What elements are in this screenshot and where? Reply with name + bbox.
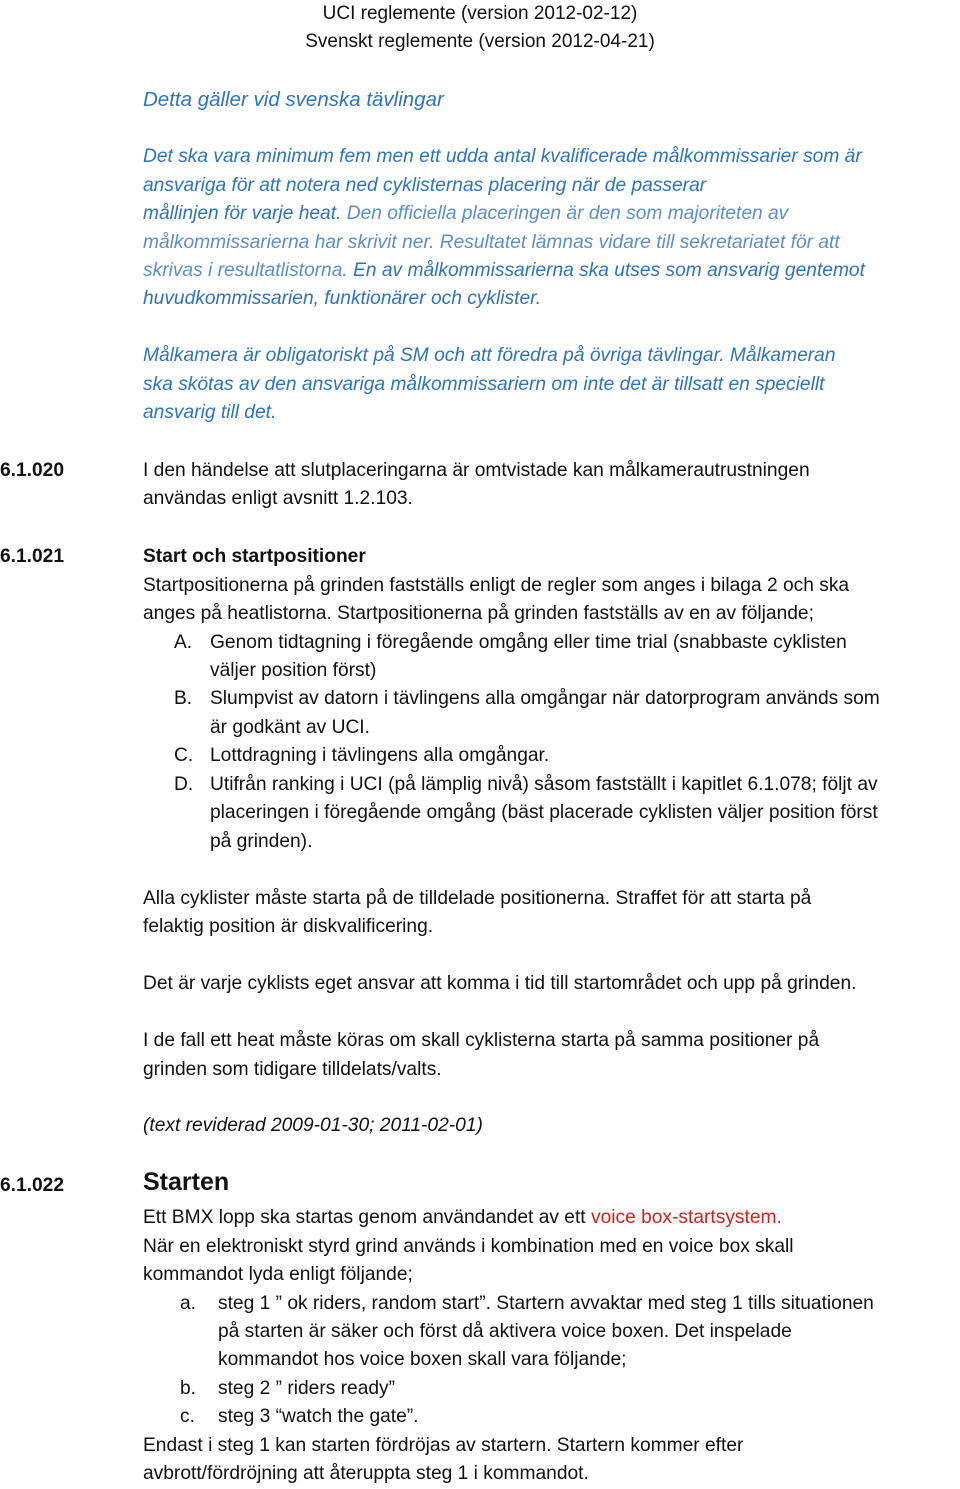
swedish-note-line: mållinjen för varje heat. Den officiella placeringen är den som majoriteten av [143, 203, 789, 224]
section-text-line: Endast i steg 1 kan starten fördröjas av startern. Startern kommer efter [143, 1435, 744, 1456]
swedish-note-heading: Detta gäller vid svenska tävlingar [143, 88, 444, 111]
voice-box-term: voice box-startsystem. [590, 1207, 782, 1228]
section-text-line: Startpositionerna på grinden fastställs enligt de regler som anges i bilaga 2 och ska [143, 575, 850, 596]
section-text-line: I den händelse att slutplaceringarna är omtvistade kan målkamerautrustningen [143, 460, 810, 481]
list-label: B. [174, 688, 193, 709]
header-swedish-version: Svenskt reglemente (version 2012-04-21) [305, 31, 655, 52]
section-title: Start och startpositioner [143, 546, 366, 567]
swedish-note-line: ansvariga för att notera ned cyklisternas placering när de passerar [143, 175, 707, 196]
list-item: kommandot hos voice boxen skall vara följande; [218, 1349, 627, 1370]
section-text-line: Alla cyklister måste starta på de tilldelade positionerna. Straffet för att starta på [143, 888, 812, 909]
section-text-line: Det är varje cyklists eget ansvar att komma i tid till startområdet och upp på grinden. [143, 973, 857, 994]
list-label: c. [180, 1406, 195, 1427]
section-number-6-1-021: 6.1.021 [0, 546, 65, 567]
swedish-note-line: ska skötas av den ansvariga målkommissariern om inte det är tillsatt en speciellt [143, 374, 825, 395]
swedish-note-line: huvudkommissarien, funktionärer och cyklister. [143, 288, 542, 309]
swedish-note-line: målkommissarierna har skrivit ner. Resultatet lämnas vidare till sekretariatet för att [143, 232, 840, 253]
list-label: C. [174, 745, 194, 766]
swedish-note-line: ansvarig till det. [143, 402, 277, 423]
list-item: Genom tidtagning i föregående omgång eller time trial (snabbaste cyklisten [210, 632, 847, 653]
revision-note: (text reviderad 2009-01-30; 2011-02-01) [143, 1115, 483, 1136]
list-item: placeringen i föregående omgång (bäst placerade cyklisten väljer position först [210, 802, 878, 823]
swedish-note-line: Det ska vara minimum fem men ett udda antal kvalificerade målkommissarier som är [143, 146, 862, 167]
list-item: steg 3 “watch the gate”. [218, 1406, 419, 1427]
list-item: på grinden). [210, 831, 313, 852]
section-text-line: grinden som tidigare tilldelats/valts. [143, 1059, 442, 1080]
list-item: på starten är säker och först då aktivera voice boxen. Det inspelade [218, 1321, 792, 1342]
list-item: Slumpvist av datorn i tävlingens alla omgångar när datorprogram används som [210, 688, 880, 709]
list-item: steg 1 ” ok riders, random start”. Startern avvaktar med steg 1 tills situationen [218, 1293, 874, 1314]
list-item: Utifrån ranking i UCI (på lämplig nivå) såsom fastställt i kapitlet 6.1.078; följt av [210, 774, 878, 795]
section-number-6-1-022: 6.1.022 [0, 1175, 65, 1196]
list-item: är godkänt av UCI. [210, 717, 370, 738]
section-text-line: användas enligt avsnitt 1.2.103. [143, 488, 413, 509]
section-text-line: Ett BMX lopp ska startas genom användandet av ett voice box-startsystem. [143, 1207, 782, 1228]
swedish-note-line: skrivas i resultatlistorna. En av målkommissarierna ska utses som ansvarig gentemot [143, 260, 865, 281]
list-label: D. [174, 774, 194, 795]
swedish-note-line: Målkamera är obligatoriskt på SM och att föredra på övriga tävlingar. Målkameran [143, 345, 836, 366]
list-item: väljer position först) [210, 660, 377, 681]
list-item: steg 2 ” riders ready” [218, 1378, 396, 1399]
section-text-line: avbrott/fördröjning att återuppta steg 1 i kommandot. [143, 1463, 589, 1484]
section-text-line: anges på heatlistorna. Startpositionerna på grinden fastställs av en av följande; [143, 603, 814, 624]
section-text-line: felaktig position är diskvalificering. [143, 916, 434, 937]
section-title: Starten [143, 1168, 230, 1196]
section-text-line: kommandot lyda enligt följande; [143, 1264, 413, 1285]
section-number-6-1-020: 6.1.020 [0, 460, 65, 481]
section-text-line: När en elektroniskt styrd grind används i kombination med en voice box skall [143, 1236, 794, 1257]
list-item: Lottdragning i tävlingens alla omgångar. [210, 745, 550, 766]
section-text-line: I de fall ett heat måste köras om skall cyklisterna starta på samma positioner på [143, 1030, 820, 1051]
list-label: A. [174, 632, 193, 653]
header-uci-version: UCI reglemente (version 2012-02-12) [322, 3, 638, 24]
list-label: b. [180, 1378, 197, 1399]
list-label: a. [180, 1293, 197, 1314]
